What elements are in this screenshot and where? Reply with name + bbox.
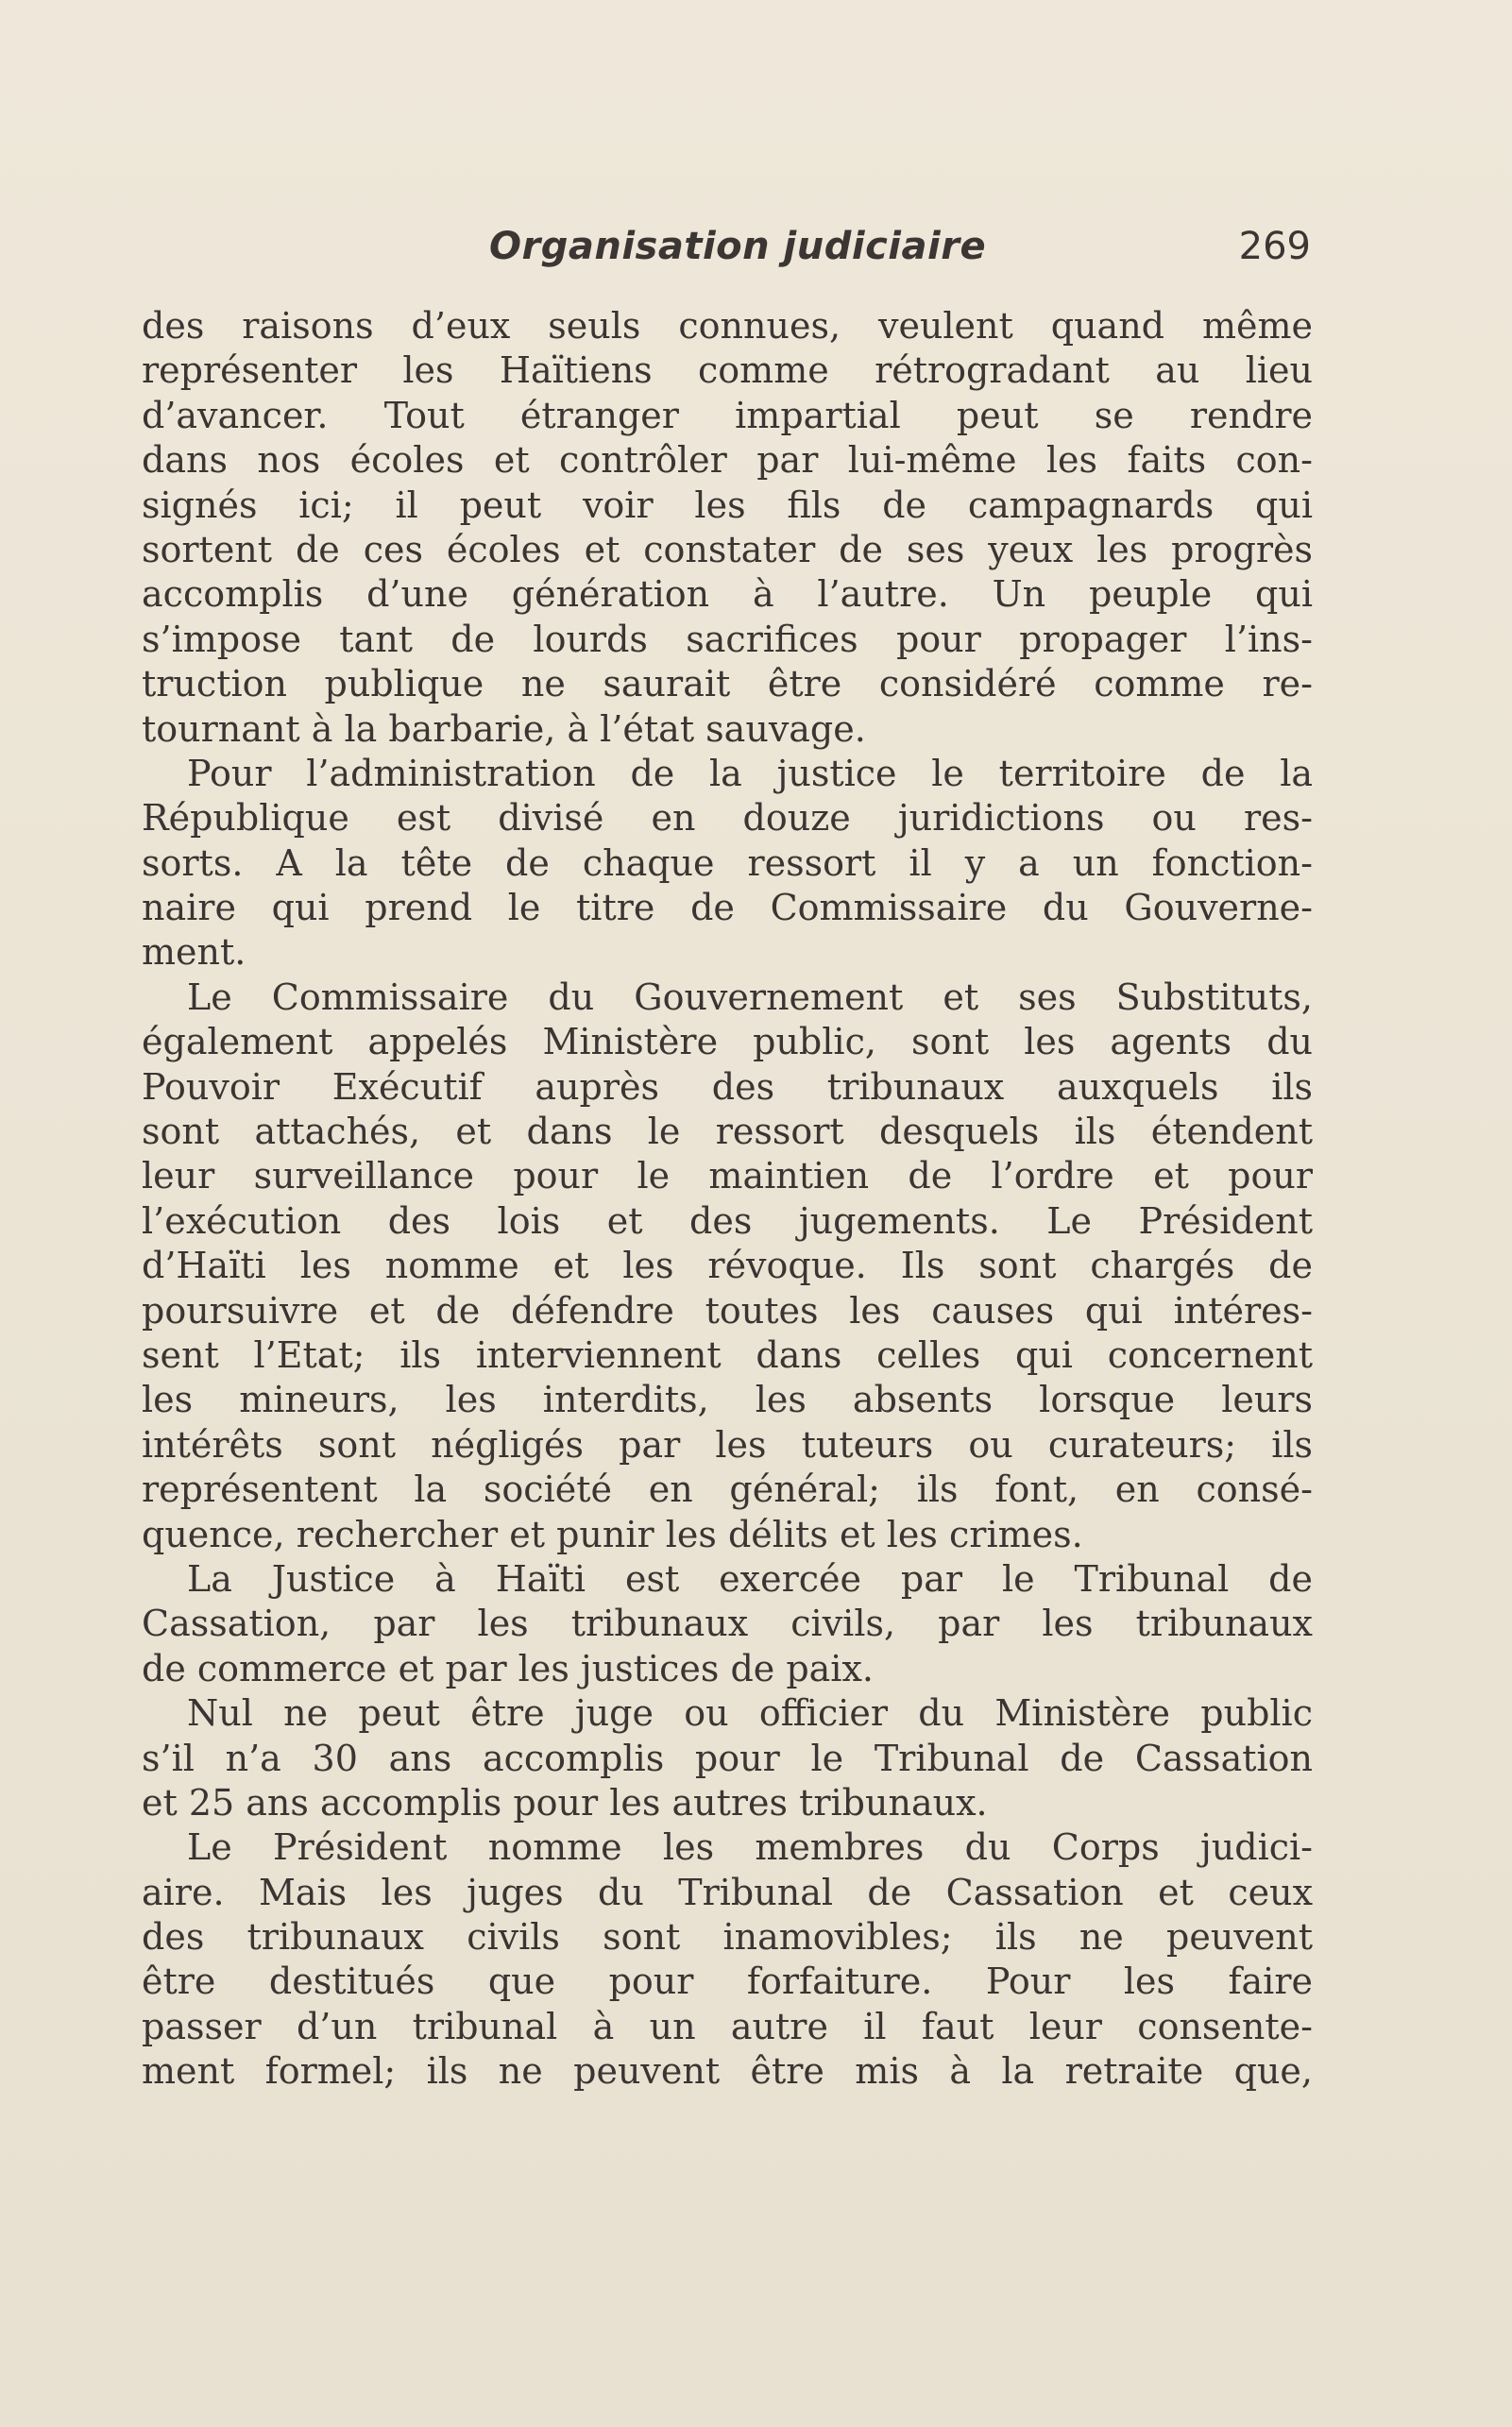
text-line: sont attachés, et dans le ressort desquels ils étendent xyxy=(142,1111,1313,1153)
text-line: Le Président nomme les membres du Corps judici- xyxy=(187,1826,1313,1869)
text-line: s’il n’a 30 ans accomplis pour le Tribunal de Cassation xyxy=(142,1737,1313,1779)
text-line: République est divisé en douze juridictions ou res- xyxy=(142,797,1313,840)
text-line: Pour l’administration de la justice le territoire de la xyxy=(187,752,1313,794)
text-line: être destitués que pour forfaiture. Pour les faire xyxy=(142,1960,1313,2003)
text-line: l’exécution des lois et des jugements. Le Président xyxy=(142,1199,1313,1242)
text-line: Nul ne peut être juge ou officier du Ministère public xyxy=(187,1692,1313,1735)
text-line: d’avancer. Tout étranger impartial peut se rendre xyxy=(142,394,1313,436)
text-line: représenter les Haïtiens comme rétrogradant au lieu xyxy=(142,349,1313,392)
text-line: également appelés Ministère public, sont les agents du xyxy=(142,1021,1313,1063)
text-line: accomplis d’une génération à l’autre. Un peuple qui xyxy=(142,573,1313,616)
text-line: intérêts sont négligés par les tuteurs ou curateurs; ils xyxy=(142,1423,1313,1466)
text-line: sorts. A la tête de chaque ressort il y a un fonction- xyxy=(142,841,1313,884)
text-line: d’Haïti les nomme et les révoque. Ils sont chargés de xyxy=(142,1245,1313,1287)
text-line: passer d’un tribunal à un autre il faut leur consente- xyxy=(142,2005,1313,2047)
text-line: naire qui prend le titre de Commissaire du Gouverne- xyxy=(142,887,1313,929)
text-line: ment. xyxy=(142,931,246,974)
text-line: quence, rechercher et punir les délits et les crimes. xyxy=(142,1513,1083,1555)
text-line: sortent de ces écoles et constater de ses yeux les progrès xyxy=(142,528,1313,570)
text-line: des tribunaux civils sont inamovibles; ils ne peuvent xyxy=(142,1916,1313,1959)
text-line: représentent la société en général; ils font, en consé- xyxy=(142,1468,1313,1511)
text-line: La Justice à Haïti est exercée par le Tribunal de xyxy=(187,1557,1313,1600)
text-line: ment formel; ils ne peuvent être mis à la retraite que, xyxy=(142,2050,1313,2093)
text-line: leur surveillance pour le maintien de l’ordre et pour xyxy=(142,1155,1313,1197)
text-line: de commerce et par les justices de paix. xyxy=(142,1647,874,1689)
running-header xyxy=(140,225,1311,281)
page-number: 269 xyxy=(1238,225,1311,268)
text-line: tournant à la barbarie, à l’état sauvage. xyxy=(142,707,866,750)
text-line: Pouvoir Exécutif auprès des tribunaux auxquels ils xyxy=(142,1065,1313,1108)
text-line: signés ici; il peut voir les fils de campagnards qui xyxy=(142,484,1313,526)
text-line: les mineurs, les interdits, les absents lorsque leurs xyxy=(142,1379,1313,1421)
text-line: poursuivre et de défendre toutes les causes qui intéres- xyxy=(142,1289,1313,1332)
text-line: Le Commissaire du Gouvernement et ses Substituts, xyxy=(187,976,1313,1018)
text-line: aire. Mais les juges du Tribunal de Cassation et ceux xyxy=(142,1871,1313,1913)
chapter-title: Organisation judiciaire xyxy=(489,225,987,268)
text-line: sent l’Etat; ils interviennent dans celles qui concernent xyxy=(142,1333,1313,1376)
text-line: dans nos écoles et contrôler par lui-même les faits con- xyxy=(142,439,1313,482)
text-line: des raisons d’eux seuls connues, veulent quand même xyxy=(142,305,1313,347)
text-line: et 25 ans accomplis pour les autres tribunaux. xyxy=(142,1781,988,1824)
text-line: truction publique ne saurait être considéré comme re- xyxy=(142,663,1313,705)
text-line: Cassation, par les tribunaux civils, par les tribunaux xyxy=(142,1603,1313,1645)
text-line: s’impose tant de lourds sacrifices pour propager l’ins- xyxy=(142,618,1313,660)
body-text xyxy=(142,304,1313,2095)
